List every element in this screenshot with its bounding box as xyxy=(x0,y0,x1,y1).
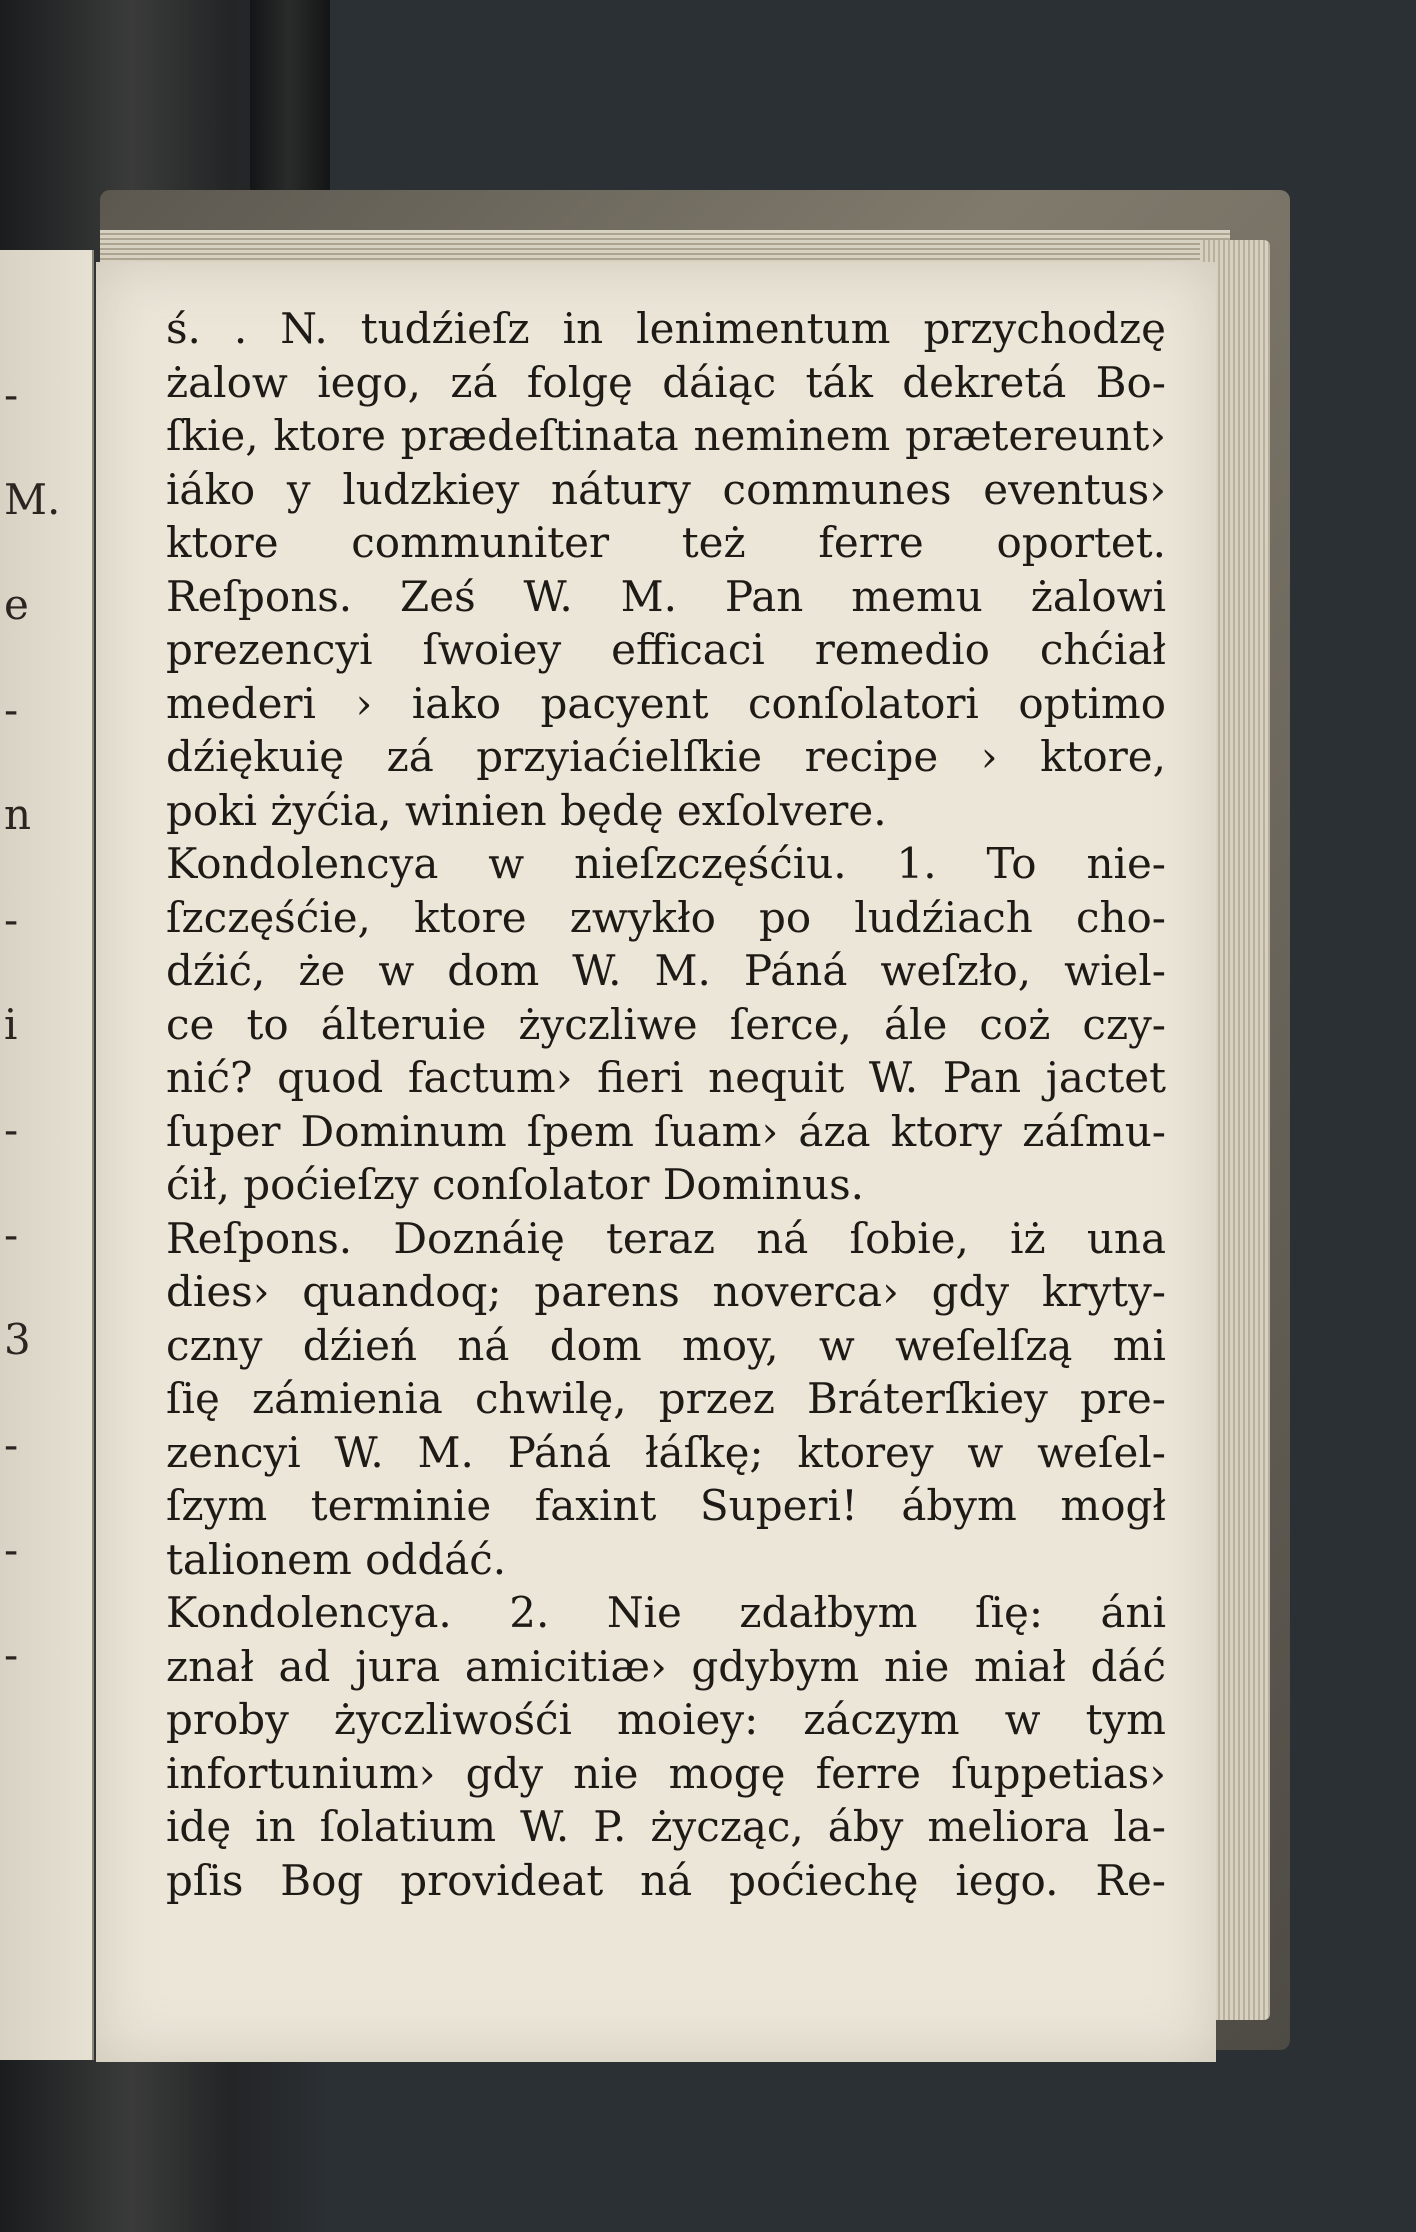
text-line: ktore communiter też ferre oportet. xyxy=(166,518,1166,567)
text-line: zencyi W. M. Páná łáſkę; ktorey w weſel- xyxy=(166,1427,1166,1477)
margin-fragment: - xyxy=(4,1210,19,1259)
text-line: znał ad jura amicitiæ› gdybym nie miał dáć xyxy=(166,1641,1166,1691)
margin-fragment: n xyxy=(4,790,32,839)
text-line: ś. . N. tudźieſz in lenimentum przychodzę xyxy=(166,304,1166,353)
text-line: Kondolencya. 2. Nie zdałbym ſię: áni xyxy=(166,1588,1166,1637)
text-line: Reſpons. Ześ W. M. Pan memu żalowi xyxy=(166,571,1166,621)
margin-fragment: - xyxy=(4,895,19,944)
margin-fragment: M. xyxy=(4,475,61,524)
text-line: żalow iego, zá folgę dáiąc ták dekretá Bo- xyxy=(166,357,1166,407)
text-line: infortunium› gdy nie mogę ferre ſuppetias› xyxy=(166,1748,1166,1798)
book-page xyxy=(96,262,1216,2062)
text-line: dies› quandoq; parens noverca› gdy kryty- xyxy=(166,1267,1166,1316)
text-line: poki żyćia, winien będę exſolvere. xyxy=(166,785,887,835)
margin-fragment: - xyxy=(4,1105,19,1154)
margin-fragment: 3 xyxy=(4,1315,31,1364)
text-line: ćił, poćieſzy conſolator Dominus. xyxy=(166,1160,864,1209)
margin-fragment: - xyxy=(4,1525,19,1574)
text-line: nić? quod factum› fieri nequit W. Pan jactet xyxy=(166,1053,1166,1102)
margin-fragment: e xyxy=(4,580,29,629)
previous-page-edge xyxy=(0,250,94,2060)
text-line: dźiękuię zá przyiaćielſkie recipe › ktore, xyxy=(166,732,1166,781)
text-line: talionem oddáć. xyxy=(166,1534,507,1584)
text-line: ſkie, ktore prædeſtinata neminem prætereunt› xyxy=(166,411,1166,460)
page-text xyxy=(166,302,1166,1907)
text-line: idę in ſolatium W. P. życząc, áby meliora la- xyxy=(166,1802,1166,1851)
text-line: czny dźień ná dom moy, w weſelſzą mi xyxy=(166,1320,1166,1370)
text-line: pſis Bog provideat ná poćiechę iego. Re- xyxy=(166,1855,1166,1905)
text-line: iáko y ludzkiey nátury communes eventus› xyxy=(166,464,1166,514)
margin-fragment: i xyxy=(4,1000,18,1049)
text-line: Reſpons. Doznáię teraz ná ſobie, iż una xyxy=(166,1213,1166,1263)
text-line: Kondolencya w nieſzczęśćiu. 1. To nie- xyxy=(166,839,1166,888)
text-line: ce to álteruie życzliwe ſerce, ále coż czy- xyxy=(166,999,1166,1049)
margin-fragment: - xyxy=(4,1630,19,1679)
text-line: proby życzliwośći moiey: záczym w tym xyxy=(166,1695,1166,1744)
margin-fragment: - xyxy=(4,685,19,734)
text-line: ſuper Dominum ſpem ſuam› áza ktory záſmu- xyxy=(166,1106,1166,1156)
text-line: dźić, że w dom W. M. Páná weſzło, wiel- xyxy=(166,946,1166,995)
text-line: ſię zámienia chwilę, przez Bráterſkiey pre- xyxy=(166,1374,1166,1423)
text-line: ſzczęśćie, ktore zwykło po ludźiach cho- xyxy=(166,892,1166,942)
text-line: ſzym terminie faxint Superi! ábym mogł xyxy=(166,1481,1166,1530)
text-line: mederi › iako pacyent conſolatori optimo xyxy=(166,678,1166,728)
text-line: prezencyi ſwoiey efficaci remedio chćiał xyxy=(166,625,1166,674)
margin-fragment: - xyxy=(4,370,19,419)
margin-fragment: - xyxy=(4,1420,19,1469)
